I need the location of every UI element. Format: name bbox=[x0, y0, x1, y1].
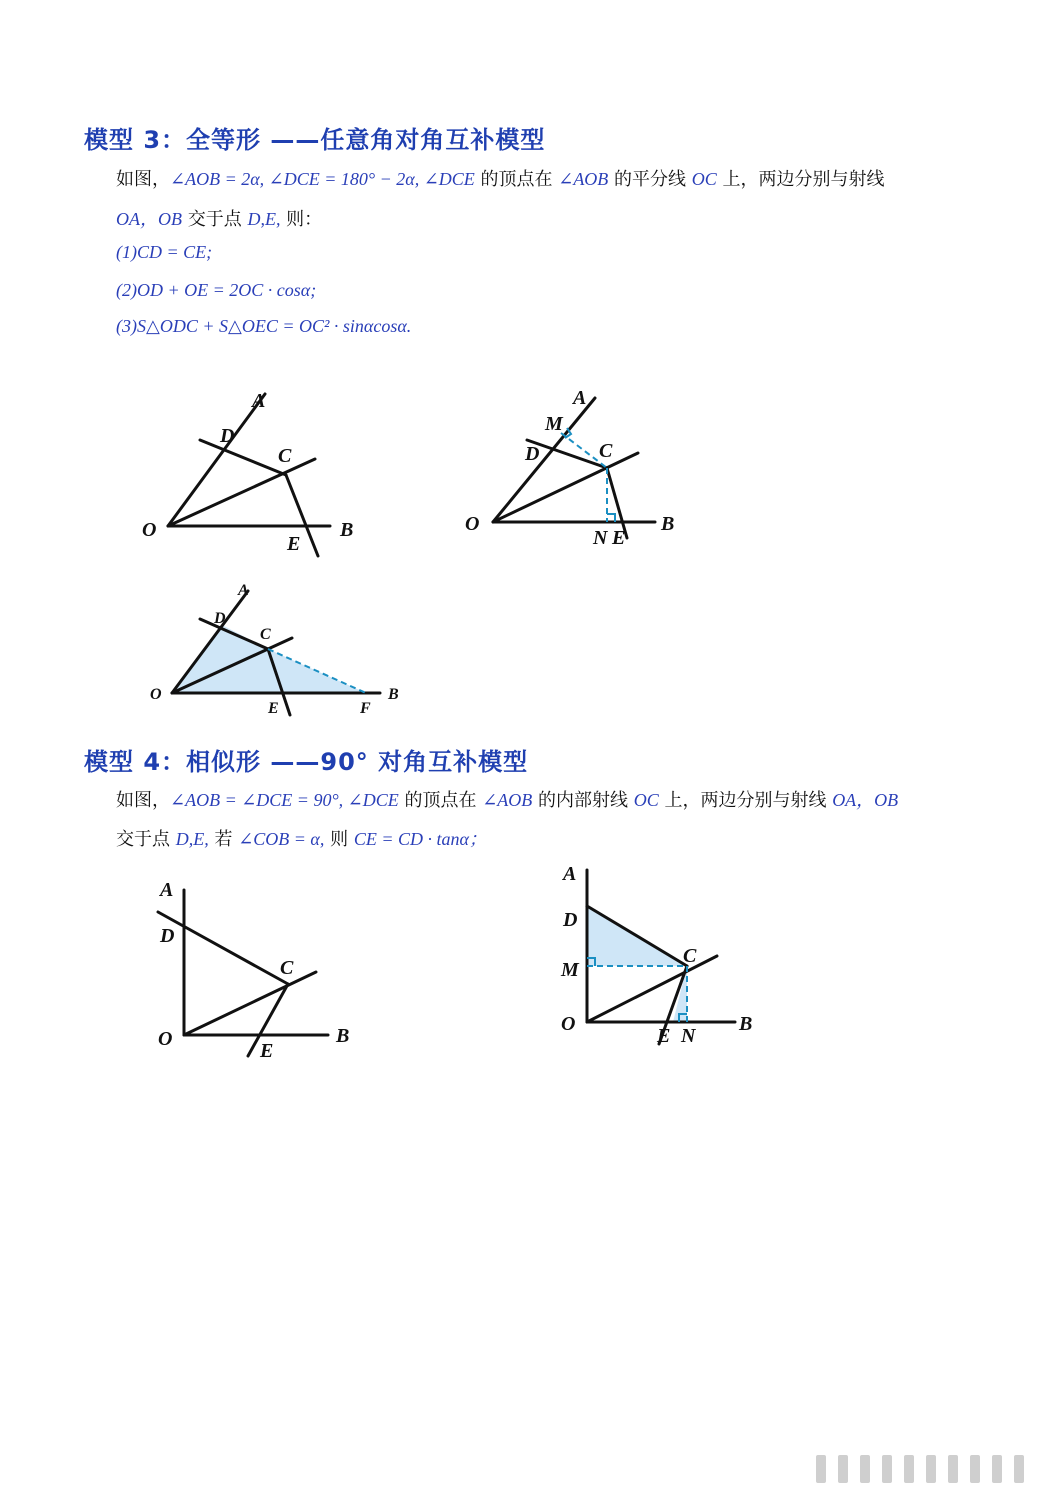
model3-conclusion-2: (2)OD + OE = 2OC · cosα; bbox=[116, 280, 317, 300]
model4-line2-prefix: 交于点 bbox=[116, 829, 176, 850]
fig5-label-d: D bbox=[563, 909, 578, 931]
fig1-label-a: A bbox=[252, 390, 266, 412]
model4-statement-line2 bbox=[116, 825, 487, 851]
model3-statement-line1 bbox=[116, 165, 885, 191]
fig4-label-b: B bbox=[336, 1025, 350, 1047]
fig3-label-o: O bbox=[150, 686, 162, 703]
model4-line2-mid2: 则 bbox=[324, 829, 354, 850]
model4-line1-prefix: 如图， bbox=[116, 790, 170, 811]
fig5-label-n: N bbox=[681, 1025, 696, 1047]
model4-line1-mid2: 的内部射线 bbox=[532, 790, 634, 811]
fig3-label-f: F bbox=[360, 700, 371, 717]
fig2-label-b: B bbox=[661, 513, 675, 535]
model3-line2-suffix: 则： bbox=[280, 209, 323, 230]
model3-conclusion-1: (1)CD = CE; bbox=[116, 242, 213, 262]
model4-line2-math3: CE = CD · tanα； bbox=[353, 829, 487, 849]
model3-line1-suffix: 上，两边分别与射线 bbox=[716, 169, 885, 190]
fig2-label-n: N bbox=[593, 527, 608, 549]
fig4-label-c: C bbox=[280, 957, 294, 979]
model4-line1-math4: OA，OB bbox=[832, 790, 899, 810]
fig4-label-a: A bbox=[160, 879, 174, 901]
fig1-label-b: B bbox=[340, 519, 354, 541]
fig3-label-e: E bbox=[268, 700, 279, 717]
model4-line1-math2: ∠AOB bbox=[482, 790, 533, 810]
model3-title: 模型 3：全等形 ——任意角对角互补模型 bbox=[84, 126, 546, 154]
fig2-label-d: D bbox=[525, 443, 540, 465]
fig1-label-d: D bbox=[220, 425, 235, 447]
watermark-bars bbox=[816, 1455, 1036, 1483]
fig1-label-o: O bbox=[142, 519, 157, 541]
model4-line2-mid: 若 bbox=[208, 829, 239, 850]
figure-1 bbox=[130, 380, 390, 580]
fig4-label-e: E bbox=[260, 1040, 274, 1062]
fig3-label-a: A bbox=[238, 582, 249, 599]
fig2-label-m: M bbox=[545, 413, 563, 435]
model3-line2-mid: 交于点 bbox=[182, 209, 248, 230]
model4-line1-math1: ∠AOB = ∠DCE = 90°, ∠DCE bbox=[170, 790, 399, 810]
fig1-label-c: C bbox=[278, 445, 292, 467]
model3-line2-math: OA，OB bbox=[116, 209, 182, 229]
fig5-label-c: C bbox=[683, 945, 697, 967]
fig4-label-o: O bbox=[158, 1028, 173, 1050]
fig5-label-a: A bbox=[563, 863, 577, 885]
figure-3 bbox=[140, 575, 420, 725]
model4-line1-suffix: 上，两边分别与射线 bbox=[658, 790, 833, 811]
fig1-label-e: E bbox=[287, 533, 301, 555]
model3-line1-math2: ∠AOB bbox=[558, 169, 609, 189]
fig5-label-b: B bbox=[739, 1013, 753, 1035]
fig5-label-e: E bbox=[657, 1025, 671, 1047]
fig5-label-o: O bbox=[561, 1013, 576, 1035]
model3-line1-math3: OC bbox=[691, 169, 717, 189]
model4-statement-line1 bbox=[116, 786, 898, 812]
fig2-label-e: E bbox=[612, 527, 626, 549]
model3-conclusion-3: (3)S△ODC + S△OEC = OC² · sinαcosα. bbox=[116, 316, 412, 336]
model4-line1-mid: 的顶点在 bbox=[398, 790, 483, 811]
fig3-label-d: D bbox=[214, 610, 226, 627]
fig5-label-m: M bbox=[561, 959, 579, 981]
model3-line1-mid2: 的平分线 bbox=[608, 169, 692, 190]
fig3-label-b: B bbox=[388, 686, 399, 703]
model4-line2-math: D,E, bbox=[175, 829, 209, 849]
model4-line2-math2: ∠COB = α, bbox=[238, 829, 325, 849]
fig4-label-d: D bbox=[160, 925, 175, 947]
model3-line2-math2: D,E, bbox=[247, 209, 281, 229]
model4-title: 模型 4：相似形 ——90° 对角互补模型 bbox=[84, 748, 529, 776]
fig2-label-a: A bbox=[573, 387, 587, 409]
figure-5 bbox=[555, 862, 795, 1062]
fig2-label-o: O bbox=[465, 513, 480, 535]
figure-2 bbox=[455, 380, 715, 580]
fig2-label-c: C bbox=[599, 440, 613, 462]
model3-line1-mid: 的顶点在 bbox=[474, 169, 559, 190]
model3-line1-math1: ∠AOB = 2α, ∠DCE = 180° − 2α, ∠DCE bbox=[170, 169, 475, 189]
model3-statement-line2 bbox=[116, 205, 322, 231]
figure-4 bbox=[150, 870, 390, 1070]
model3-line1-prefix: 如图， bbox=[116, 169, 170, 190]
fig3-label-c: C bbox=[260, 626, 271, 643]
model4-line1-math3: OC bbox=[633, 790, 659, 810]
